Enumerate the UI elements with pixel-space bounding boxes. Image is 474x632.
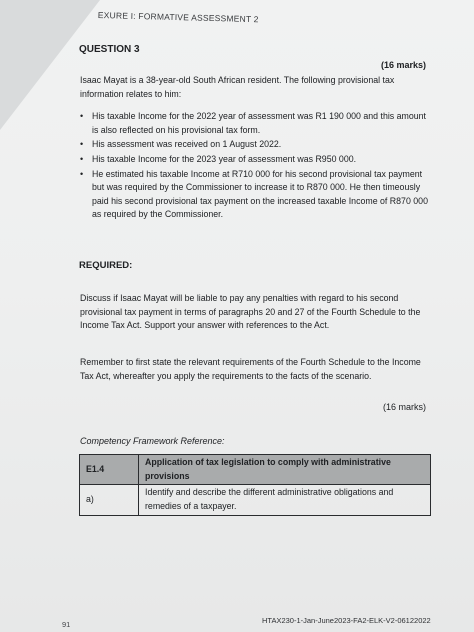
fact-item: • He estimated his taxable Income at R710 000 for his second provisional tax payment but was required by the Commissioner to increase it to R870 000. He then timeously paid his second provisional tax payment on the increased taxable Income of R870 000 as required by the Commissioner. xyxy=(80,168,430,223)
competency-code: E1.4 xyxy=(80,455,139,485)
competency-description: Identify and describe the different administrative obligations and remedies of a taxpayer. xyxy=(139,485,431,515)
competency-header-row xyxy=(80,455,431,485)
required-reminder: Remember to first state the relevant requirements of the Fourth Schedule to the Income Tax Act, whereafter you apply the requirements to the facts of the scenario. xyxy=(80,357,421,381)
running-header: EXURE I: FORMATIVE ASSESSMENT 2 xyxy=(97,10,259,25)
fact-item: • His assessment was received on 1 August 2022. xyxy=(80,138,430,152)
competency-table xyxy=(79,454,431,516)
fact-item: • His taxable Income for the 2023 year of assessment was R950 000. xyxy=(80,153,430,167)
competency-description: Application of tax legislation to comply with administrative provisions xyxy=(139,455,431,485)
document-code: HTAX230-1-Jan-June2023-FA2-ELK-V2-06122022 xyxy=(262,616,431,625)
page-number: 91 xyxy=(62,620,71,629)
facts-list xyxy=(80,110,430,223)
competency-row xyxy=(80,485,431,515)
question-intro: Isaac Mayat is a 38-year-old South African resident. The following provisional tax information relates to him: xyxy=(80,75,395,99)
required-marks: (16 marks) xyxy=(382,402,426,412)
competency-code: a) xyxy=(80,485,139,515)
competency-label: Competency Framework Reference: xyxy=(80,436,225,446)
required-instruction: Discuss if Isaac Mayat will be liable to pay any penalties with regard to his second provisional tax payment in terms of paragraphs 20 and 27 of the Fourth Schedule to the Income Tax Act. Support your answer with references to the Act. xyxy=(80,293,421,331)
fact-item: • His taxable Income for the 2022 year of assessment was R1 190 000 and this amount is also reflected on his provisional tax form. xyxy=(80,110,430,137)
question-marks: (16 marks) xyxy=(380,60,426,70)
question-title: QUESTION 3 xyxy=(79,44,140,55)
required-heading: REQUIRED: xyxy=(79,260,133,271)
